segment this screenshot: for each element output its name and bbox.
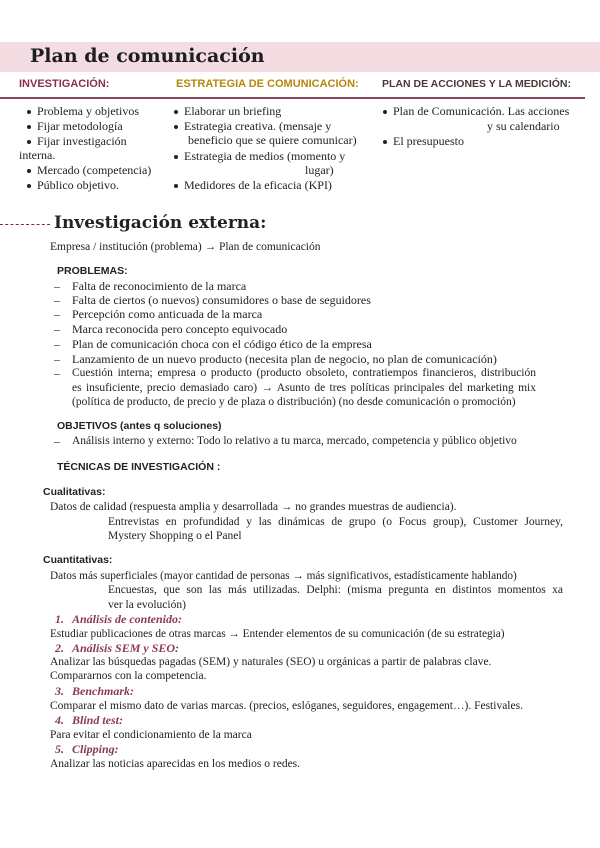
method-number: 3. [55, 684, 64, 698]
method-title: Blind test: [72, 713, 124, 727]
bullet-icon [174, 155, 178, 159]
column-heading-investigacion: INVESTIGACIÓN: [19, 78, 110, 90]
page-title: Plan de comunicación [30, 45, 265, 67]
list-item: Plan de comunicación choca con el código ético de la empresa [72, 337, 372, 351]
list-item: Elaborar un briefing [184, 104, 282, 118]
bullet-icon [27, 184, 31, 188]
list-item: El presupuesto [393, 134, 464, 148]
heading-dash-decoration [0, 224, 50, 225]
problems-label: PROBLEMAS: [57, 265, 128, 277]
quantitative-label: Cuantitativas: [43, 554, 113, 566]
method-title: Análisis SEM y SEO: [72, 641, 180, 655]
list-item-wrap: y su calendario [487, 119, 560, 133]
list-item: Público objetivo. [37, 178, 119, 192]
bullet-icon [27, 140, 31, 144]
column-heading-estrategia: ESTRATEGIA DE COMUNICACIÓN: [176, 78, 359, 90]
objectives-label: OBJETIVOS (antes q soluciones) [57, 420, 222, 432]
method-number: 5. [55, 742, 64, 756]
method-title: Clipping: [72, 742, 119, 756]
quantitative-detail: Encuestas, que son las más utilizadas. Delphi: (misma pregunta en distintos momentos xa [108, 584, 563, 596]
quantitative-detail: ver la evolución) [108, 599, 186, 611]
quantitative-text: Datos más superficiales (mayor cantidad de personas → más significativos, estadísticamente hablando) [50, 570, 517, 582]
list-item: Estrategia de medios (momento y [184, 149, 346, 163]
bullet-icon [174, 110, 178, 114]
list-item-wrap: lugar) [305, 163, 334, 177]
bullet-icon [174, 125, 178, 129]
techniques-label: TÉCNICAS DE INVESTIGACIÓN : [57, 461, 221, 473]
list-item-wrap: beneficio que se quiere comunicar) [188, 133, 357, 147]
list-item-long-line: (política de producto, de precio y de plaza o distribución) (no desde comunicación o promoción) [72, 396, 516, 408]
bullet-icon [383, 140, 387, 144]
qualitative-label: Cualitativas: [43, 486, 106, 498]
list-item: Fijar investigación [37, 134, 127, 148]
column-heading-plan-acciones: PLAN DE ACCIONES Y LA MEDICIÓN: [382, 78, 572, 90]
method-title: Benchmark: [72, 684, 135, 698]
list-item: Medidores de la eficacia (KPI) [184, 178, 332, 192]
qualitative-detail: Entrevistas en profundidad y las dinámicas de grupo (o Focus group), Customer Journey, [108, 516, 563, 528]
method-text: Analizar las búsquedas pagadas (SEM) y naturales (SEO) u orgánicas a partir de palabras clave. [50, 656, 492, 668]
method-text: Compararnos con la competencia. [50, 670, 207, 682]
method-text: Para evitar el condicionamiento de la marca [50, 729, 252, 741]
method-text: Analizar las noticias aparecidas en los medios o redes. [50, 758, 301, 770]
section-heading: Investigación externa: [54, 213, 267, 233]
header-divider [0, 97, 585, 99]
method-number: 2. [55, 641, 64, 655]
list-item: Marca reconocida pero concepto equivocado [72, 322, 288, 336]
qualitative-text: Datos de calidad (respuesta amplia y desarrollada → no grandes muestras de audiencia). [50, 501, 457, 513]
bullet-icon [27, 125, 31, 129]
objectives-text: Análisis interno y externo: Todo lo relativo a tu marca, mercado, competencia y público objetivo [72, 435, 517, 447]
list-item: Plan de Comunicación. Las acciones [393, 104, 570, 118]
intro-line: Empresa / institución (problema) → Plan de comunicación [50, 241, 321, 253]
qualitative-detail: Mystery Shopping o el Panel [108, 530, 242, 542]
bullet-icon [27, 169, 31, 173]
list-item: Fijar metodología [37, 119, 123, 133]
list-item: Estrategia creativa. (mensaje y [184, 119, 332, 133]
list-item: Mercado (competencia) [37, 163, 152, 177]
method-number: 4. [55, 713, 64, 727]
bullet-icon [383, 110, 387, 114]
list-item-long-line: es insuficiente, precio demasiado caro) → Asunto de tres políticas principales del marketing mix [72, 382, 536, 394]
method-number: 1. [55, 612, 64, 626]
method-text: Estudiar publicaciones de otras marcas → Entender elementos de su comunicación (de su estrategia) [50, 628, 505, 640]
method-title: Análisis de contenido: [72, 612, 183, 626]
bullet-icon [174, 184, 178, 188]
list-item: Problema y objetivos [37, 104, 139, 118]
method-text: Comparar el mismo dato de varias marcas. (precios, eslóganes, seguidores, engagement…). Festivales. [50, 700, 523, 712]
list-item: Percepción como anticuada de la marca [72, 307, 263, 321]
list-item: Falta de ciertos (o nuevos) consumidores o base de seguidores [72, 293, 371, 307]
list-item-long-line: Cuestión interna; empresa o producto (producto obsoleto, contratiempos financieros, distribución [72, 367, 536, 379]
list-item: Lanzamiento de un nuevo producto (necesita plan de negocio, no plan de comunicación) [72, 352, 497, 366]
bullet-icon [27, 110, 31, 114]
list-item: Falta de reconocimiento de la marca [72, 279, 247, 293]
list-item-wrap: interna. [19, 148, 56, 162]
